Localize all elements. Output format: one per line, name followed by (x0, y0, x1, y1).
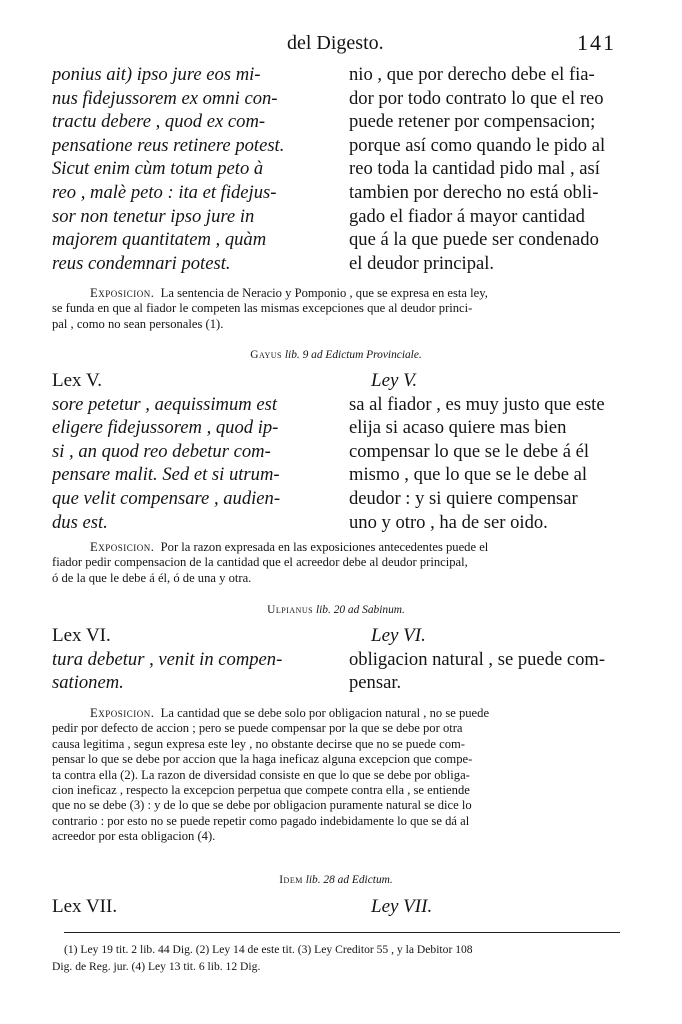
text-line: nus fidejussorem ex omni con- (52, 87, 278, 109)
latin-column-block1 (52, 63, 337, 275)
spanish-column-block1 (349, 63, 621, 275)
text-line: obligacion natural , se puede com- (349, 648, 606, 670)
text-line: uno y otro , ha de ser oido. (349, 511, 548, 533)
latin-column-lex7 (52, 895, 337, 919)
footnote-line: (1) Ley 19 tit. 2 lib. 44 Dig. (2) Ley 14 de este tit. (3) Ley Creditor 55 , y la Debitor 108 (64, 943, 473, 956)
text-line: puede retener por compensacion; (349, 111, 596, 133)
text-line: pensar. (349, 672, 402, 694)
source-heading (52, 349, 620, 361)
text-line: pensare malit. Sed et si utrum- (52, 464, 280, 486)
text-line: que velit compensare , audien- (52, 487, 281, 509)
text-line: porque así como quando le pido al (349, 134, 606, 156)
text-line: el deudor principal. (349, 252, 495, 274)
ley-heading: Ley VI. (371, 625, 426, 646)
source-reference: lib. 9 ad Edictum Provinciale. (284, 349, 422, 361)
text-line: cion ineficaz , respecto la excepcion perpetua que compete contra ella , se entiende (52, 783, 470, 798)
text-line: ta contra ella (2). La razon de diversidad consiste en que lo que se debe por obliga- (52, 767, 470, 782)
latin-column-lex6 (52, 624, 337, 695)
text-line: sationem. (52, 672, 124, 694)
text-line: que á la que puede ser condenado (349, 229, 599, 251)
text-line-content: Por la razon expresada en las exposiciones antecedentes puede el (160, 540, 489, 554)
text-line: deudor : y si quiere compensar (349, 487, 578, 509)
source-heading (52, 604, 620, 616)
text-line: causa legitima , segun expresa este ley , no obstante decirse que no se puede com- (52, 736, 465, 751)
text-line: pedir por defecto de accion ; pero se puede compensar por la que se debe por otra (52, 721, 463, 736)
spanish-column-lex6 (349, 624, 621, 695)
exposicion-label: Exposicion. (90, 286, 155, 300)
exposicion-label: Exposicion. (90, 706, 155, 720)
text-line: dor por todo contrato lo que el reo (349, 87, 604, 109)
text-line-content: La cantidad que se debe solo por obligacion natural , no se puede (160, 706, 490, 720)
text-line: si , an quod reo debetur com- (52, 440, 271, 462)
source-reference: lib. 28 ad Edictum. (305, 874, 393, 886)
source-author: Ulpianus (267, 604, 314, 616)
exposicion-label: Exposicion. (90, 540, 155, 554)
ley-heading: Ley V. (371, 370, 418, 391)
text-line (52, 706, 620, 721)
text-line: contrario : por esto no se puede repetir como pagado indebidamente lo que se dá al (52, 813, 470, 828)
spanish-column-lex5 (349, 369, 621, 534)
text-line: tractu debere , quod ex com- (52, 111, 266, 133)
text-line: reo , malè peto : ita et fidejus- (52, 181, 277, 203)
text-line: tura debetur , venit in compen- (52, 648, 283, 670)
text-line: se funda en que al fiador le competen las mismas excepciones que al deudor princi- (52, 301, 473, 316)
exposicion-paragraph-1 (52, 286, 620, 332)
text-line: majorem quantitatem , quàm (52, 229, 267, 251)
text-line: elija si acaso quiere mas bien (349, 417, 567, 439)
text-line: nio , que por derecho debe el fia- (349, 64, 595, 85)
source-author: Idem (279, 874, 303, 886)
footnotes (52, 941, 620, 975)
text-line: sa al fiador , es muy justo que este (349, 393, 605, 415)
text-line (349, 895, 621, 919)
latin-column-lex5 (52, 369, 337, 534)
lex-heading: Lex V. (52, 370, 102, 391)
page-number: 141 (577, 30, 616, 55)
text-line (52, 895, 337, 919)
text-line: pensatione reus retinere potest. (52, 134, 285, 156)
text-line: mismo , que lo que se le debe al (349, 464, 588, 486)
text-line (52, 624, 337, 648)
text-line: eligere fidejussorem , quod ip- (52, 417, 279, 439)
text-line: fiador pedir compensacion de la cantidad que el acreedor debe al deudor principal, (52, 555, 468, 570)
text-line (52, 369, 337, 393)
text-line: compensar lo que se le debe á él (349, 440, 590, 462)
source-author: Gayus (250, 349, 283, 361)
footnote-rule (64, 932, 620, 933)
text-line-content: La sentencia de Neracio y Pomponio , que se expresa en esta ley, (160, 286, 488, 300)
text-line: sore petetur , aequissimum est (52, 393, 277, 415)
lex-heading: Lex VI. (52, 625, 111, 646)
text-line: ó de la que le debe á él, ó de una y otra. (52, 570, 252, 585)
text-line: pensar lo que se debe por accion que la haga ineficaz alguna excepcion que compe- (52, 752, 473, 767)
footnote-line: Dig. de Reg. jur. (4) Ley 13 tit. 6 lib. 12 Dig. (52, 960, 261, 973)
text-line (52, 286, 620, 301)
text-line: pal , como no sean personales (1). (52, 316, 224, 331)
text-line: acreedor por esta obligacion (4). (52, 829, 216, 844)
source-heading (52, 874, 620, 886)
text-line (349, 624, 621, 648)
exposicion-paragraph-3 (52, 706, 620, 845)
text-line: tambien por derecho no está obli- (349, 181, 599, 203)
text-line: que no se debe (3) : y de lo que se debe por obligacion puramente natural se dice lo (52, 798, 472, 813)
text-line (52, 540, 620, 555)
text-line: sor non tenetur ipso jure in (52, 205, 255, 227)
text-line (349, 369, 621, 393)
running-title: del Digesto. (287, 32, 384, 54)
source-reference: lib. 20 ad Sabinum. (315, 604, 405, 616)
text-line: dus est. (52, 511, 108, 533)
text-line: gado el fiador á mayor cantidad (349, 205, 585, 227)
ley-heading: Ley VII. (371, 896, 433, 917)
lex-heading: Lex VII. (52, 896, 118, 917)
exposicion-paragraph-2 (52, 540, 620, 586)
text-line: ponius ait) ipso jure eos mi- (52, 64, 261, 85)
text-line: Sicut enim cùm totum peto à (52, 158, 264, 180)
text-line: reo toda la cantidad pido mal , así (349, 158, 600, 180)
book-page (52, 0, 620, 1024)
spanish-column-lex7 (349, 895, 621, 919)
text-line: reus condemnari potest. (52, 252, 231, 274)
